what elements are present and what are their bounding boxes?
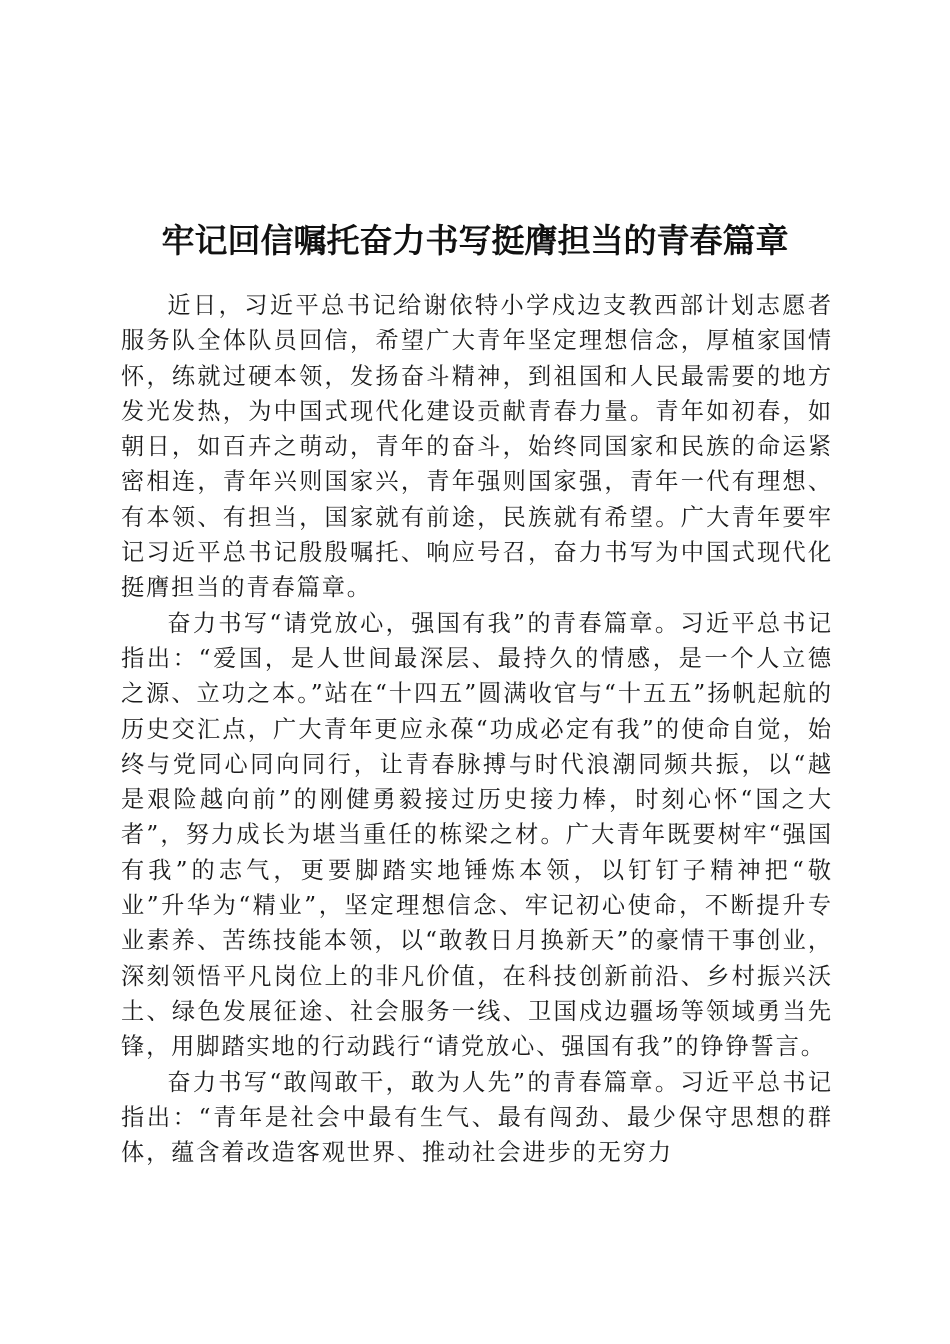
paragraph-strong-nation: 奋力书写“请党放心，强国有我”的青春篇章。习近平总书记指出：“爱国，是人世间最深层、最持久的情感，是一个人立德之源、立功之本。”站在“十四五”圆满收官与“十五五”扬帆起航的历史交汇点，广大青年更应永葆“功成必定有我”的使命自觉，始终与党同心同向同行，让青春脉搏与时代浪潮同频共振，以“越是艰险越向前”的刚健勇毅接过历史接力棒，时刻心怀“国之大者”，努力成长为堪当重任的栋梁之材。广大青年既要树牢“强国有我”的志气，更要脚踏实地锤炼本领，以钉钉子精神把“敬业”升华为“精业”，坚定理想信念、牢记初心使命，不断提升专业素养、苦练技能本领，以“敢教日月换新天”的豪情干事创业，深刻领悟平凡岗位上的非凡价值，在科技创新前沿、乡村振兴沃土、绿色发展征途、社会服务一线、卫国戍边疆场等领域勇当先锋，用脚踏实地的行动践行“请党放心、强国有我”的铮铮誓言。 (121, 609, 833, 1061)
document-body (121, 288, 833, 1170)
paragraph-dare-to-venture: 奋力书写“敢闯敢干，敢为人先”的青春篇章。习近平总书记指出：“青年是社会中最有生气、最有闯劲、最少保守思想的群体，蕴含着改造客观世界、推动社会进步的无穷力 (121, 1068, 833, 1167)
paragraph-intro: 近日，习近平总书记给谢依特小学戍边支教西部计划志愿者服务队全体队员回信，希望广大青年坚定理想信念，厚植家国情怀，练就过硬本领，发扬奋斗精神，到祖国和人民最需要的地方发光发热，为中国式现代化建设贡献青春力量。青年如初春，如朝日，如百卉之萌动，青年的奋斗，始终同国家和民族的命运紧密相连，青年兴则国家兴，青年强则国家强，青年一代有理想、有本领、有担当，国家就有前途，民族就有希望。广大青年要牢记习近平总书记殷殷嘱托、响应号召，奋力书写为中国式现代化挺膺担当的青春篇章。 (121, 292, 833, 602)
document-title: 牢记回信嘱托奋力书写挺膺担当的青春篇章 (161, 221, 789, 261)
